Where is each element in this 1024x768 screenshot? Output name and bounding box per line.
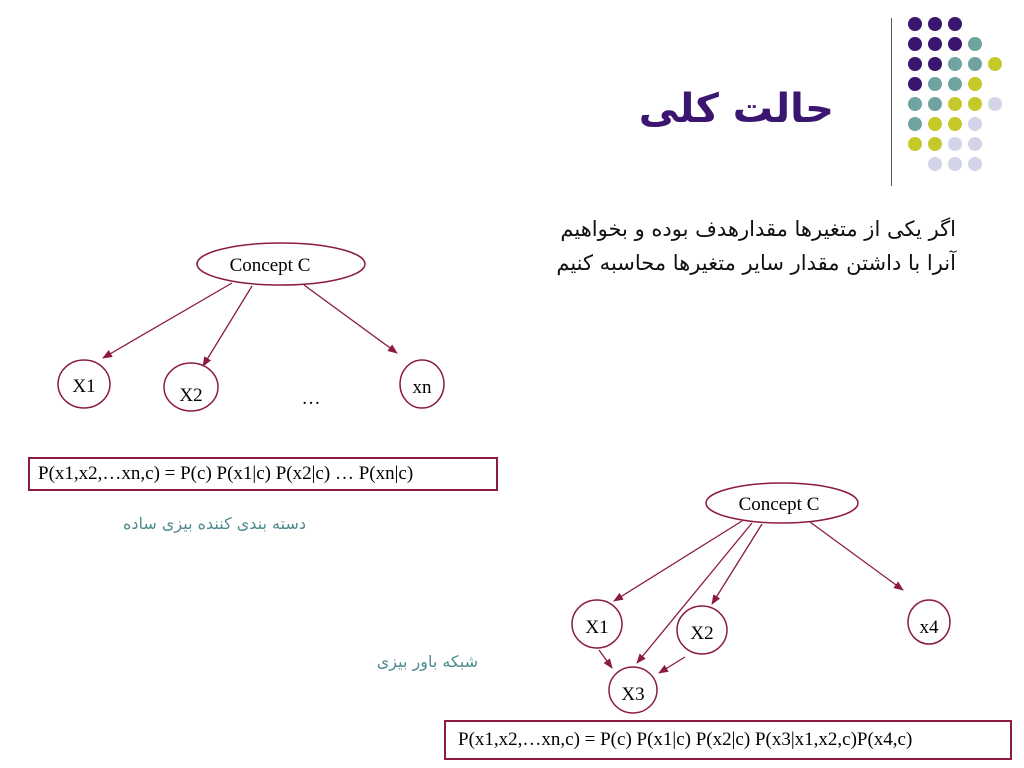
- bn-root-label: Concept C: [738, 494, 820, 515]
- bn-node-x4-label: x4: [919, 617, 939, 638]
- description-line-1: اگر یکی از متغیرها مقدارهدف بوده و بخواهیم: [560, 217, 956, 241]
- slide-title: حالت کلی: [638, 86, 834, 132]
- nb-edge-c-x2: [203, 286, 252, 366]
- nb-node-xn-label: xn: [412, 377, 432, 398]
- belief-network-diagram: [572, 483, 950, 713]
- bn-edge-c-x2: [712, 524, 762, 604]
- nb-edge-c-xn: [304, 285, 397, 353]
- bn-node-x1-label: X1: [585, 617, 609, 638]
- bn-edge-c-x1: [614, 521, 742, 601]
- nb-ellipsis: …: [301, 388, 321, 409]
- belief-network-formula: P(x1,x2,…xn,c) = P(c) P(x1|c) P(x2|c) P(x3|x1,x2,c)P(x4,c): [444, 720, 1012, 760]
- naive-bayes-diagram: [58, 243, 444, 411]
- belief-network-caption: شبکه باور بیزی: [376, 652, 478, 671]
- nb-edge-c-x1: [103, 283, 232, 358]
- bn-node-x3-label: X3: [621, 684, 645, 705]
- bn-node-x2-label: X2: [690, 623, 714, 644]
- bn-edge-x2-x3: [659, 657, 685, 673]
- nb-root-label: Concept C: [229, 255, 311, 276]
- bn-edge-c-x4: [810, 522, 903, 590]
- description-line-2: آنرا با داشتن مقدار سایر متغیرها محاسبه کنیم: [556, 251, 956, 275]
- bn-edge-x1-x3: [599, 650, 612, 668]
- nb-node-x2-label: X2: [179, 385, 203, 406]
- naive-bayes-caption: دسته بندی کننده بیزی ساده: [123, 514, 306, 533]
- nb-node-x1-label: X1: [72, 376, 96, 397]
- naive-bayes-formula: P(x1,x2,…xn,c) = P(c) P(x1|c) P(x2|c) … P(xn|c): [28, 457, 498, 491]
